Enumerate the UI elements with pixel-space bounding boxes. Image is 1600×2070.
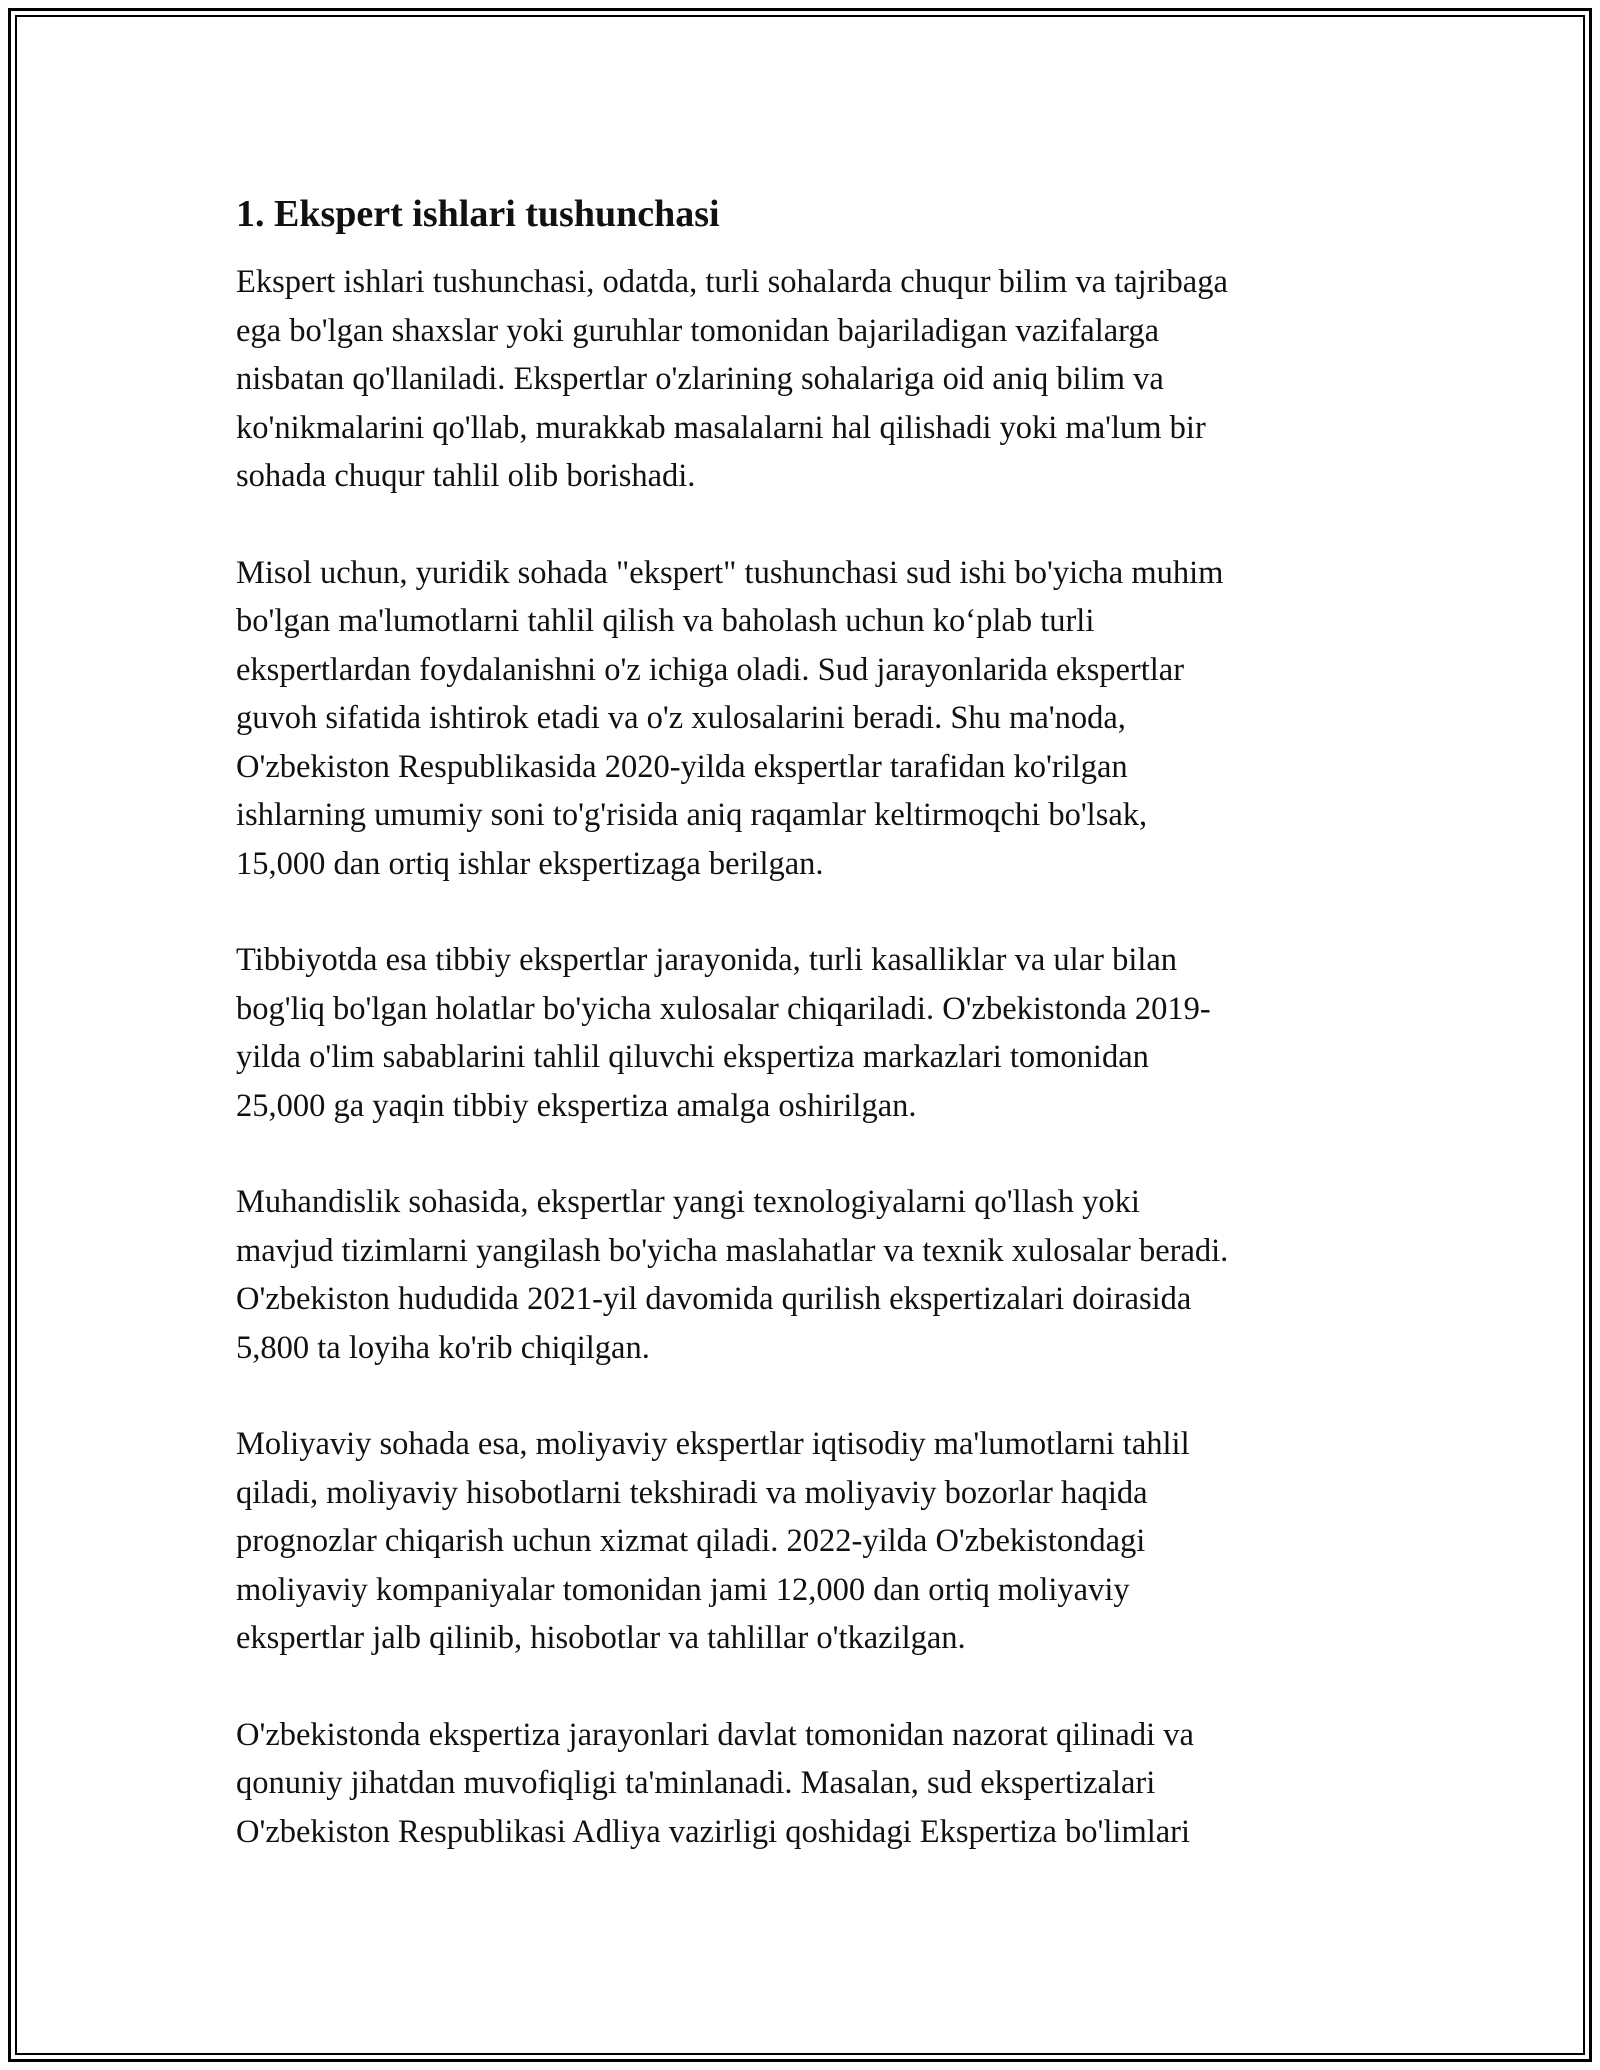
paragraph-line: ekspertlardan foydalanishni o'z ichiga oladi. Sud jarayonlarida ekspertlar bbox=[236, 651, 1185, 688]
paragraph-line: Muhandislik sohasida, ekspertlar yangi texnologiyalarni qo'llash yoki bbox=[236, 1184, 1140, 1220]
paragraph-line: moliyaviy kompaniyalar tomonidan jami 12,000 dan ortiq moliyaviy bbox=[236, 1571, 1130, 1608]
paragraph-line: O'zbekiston Respublikasida 2020-yilda ekspertlar tarafidan ko'rilgan bbox=[236, 748, 1128, 785]
paragraph-line: bog'liq bo'lgan holatlar bo'yicha xulosalar chiqariladi. O'zbekistonda 2019- bbox=[236, 990, 1211, 1027]
paragraph-line: yilda o'lim sabablarini tahlil qiluvchi ekspertiza markazlari tomonidan bbox=[236, 1039, 1149, 1075]
document-body bbox=[236, 188, 1366, 1904]
paragraph-line: ko'nikmalarini qo'llab, murakkab masalalarni hal qilishadi yoki ma'lum bir bbox=[236, 409, 1206, 446]
paragraph bbox=[236, 1420, 1366, 1663]
section-heading: 1. Ekspert ishlari tushunchasi bbox=[236, 193, 720, 235]
paragraph-line: guvoh sifatida ishtirok etadi va o'z xulosalarini beradi. Shu ma'noda, bbox=[236, 700, 1126, 736]
paragraph bbox=[236, 1711, 1366, 1857]
paragraph-line: ega bo'lgan shaxslar yoki guruhlar tomonidan bajariladigan vazifalarga bbox=[236, 312, 1160, 349]
paragraph bbox=[236, 936, 1366, 1130]
paragraph-line: prognozlar chiqarish uchun xizmat qiladi. 2022-yilda O'zbekistondagi bbox=[236, 1523, 1146, 1559]
paragraph-line: Misol uchun, yuridik sohada "ekspert" tushunchasi sud ishi bo'yicha muhim bbox=[236, 554, 1224, 591]
paragraph-line: O'zbekistonda ekspertiza jarayonlari davlat tomonidan nazorat qilinadi va bbox=[236, 1716, 1194, 1753]
paragraph-line: qiladi, moliyaviy hisobotlarni tekshiradi va moliyaviy bozorlar haqida bbox=[236, 1474, 1148, 1511]
paragraph-line: Ekspert ishlari tushunchasi, odatda, turli sohalarda chuqur bilim va tajribaga bbox=[236, 264, 1228, 300]
paragraph-line: nisbatan qo'llaniladi. Ekspertlar o'zlarining sohalariga oid aniq bilim va bbox=[236, 361, 1164, 397]
paragraph-list bbox=[236, 258, 1366, 1856]
paragraph-line: mavjud tizimlarni yangilash bo'yicha maslahatlar va texnik xulosalar beradi. bbox=[236, 1232, 1229, 1269]
paragraph-line: 25,000 ga yaqin tibbiy ekspertiza amalga oshirilgan. bbox=[236, 1087, 917, 1124]
paragraph-line: Moliyaviy sohada esa, moliyaviy ekspertlar iqtisodiy ma'lumotlarni tahlil bbox=[236, 1426, 1190, 1462]
paragraph bbox=[236, 1178, 1366, 1372]
paragraph-line: bo'lgan ma'lumotlarni tahlil qilish va baholash uchun koʻplab turli bbox=[236, 603, 1095, 639]
paragraph-line: O'zbekiston hududida 2021-yil davomida qurilish ekspertizalari doirasida bbox=[236, 1281, 1192, 1317]
paragraph-line: O'zbekiston Respublikasi Adliya vazirligi qoshidagi Ekspertiza bo'limlari bbox=[236, 1813, 1191, 1850]
paragraph-line: sohada chuqur tahlil olib borishadi. bbox=[236, 458, 696, 494]
paragraph-line: 5,800 ta loyiha ko'rib chiqilgan. bbox=[236, 1329, 650, 1366]
paragraph-line: Tibbiyotda esa tibbiy ekspertlar jarayonida, turli kasalliklar va ular bilan bbox=[236, 942, 1178, 978]
paragraph bbox=[236, 258, 1366, 501]
paragraph-line: qonuniy jihatdan muvofiqligi ta'minlanadi. Masalan, sud ekspertizalari bbox=[236, 1765, 1156, 1801]
paragraph-line: ishlarning umumiy soni to'g'risida aniq raqamlar keltirmoqchi bo'lsak, bbox=[236, 797, 1148, 833]
paragraph-line: 15,000 dan ortiq ishlar ekspertizaga berilgan. bbox=[236, 845, 824, 882]
paragraph bbox=[236, 549, 1366, 889]
paragraph-line: ekspertlar jalb qilinib, hisobotlar va tahlillar o'tkazilgan. bbox=[236, 1620, 966, 1656]
